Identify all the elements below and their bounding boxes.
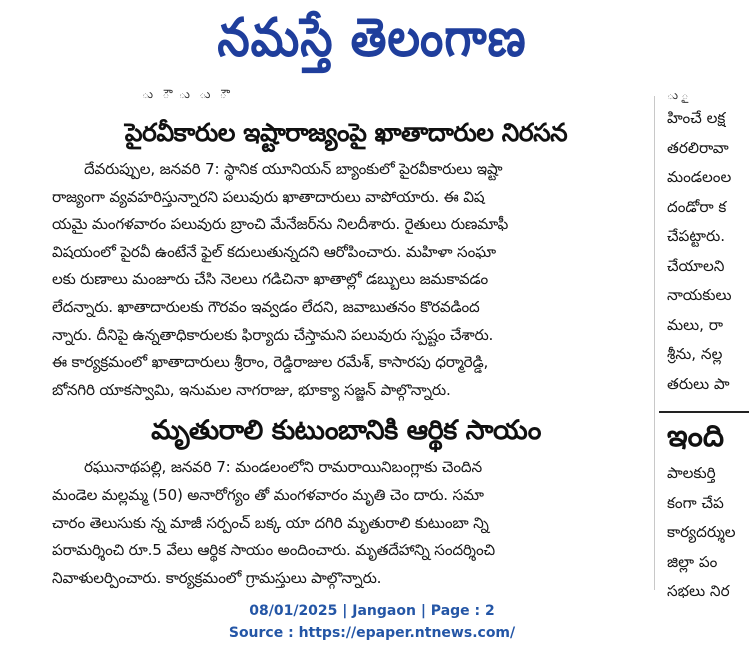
article-line: నాయకులు bbox=[667, 286, 732, 304]
article-line: రఘునాథపల్లి, జనవరి 7: మండలంలోని రామరాయినిబంగ్లాకు చెందిన bbox=[84, 458, 482, 477]
column-divider bbox=[654, 96, 655, 590]
article-line: శ్రీను, నల్ల bbox=[667, 345, 723, 363]
article-line: ఈ కార్యక్రమంలో ఖాతాదారులు శ్రీరాం, రెడ్డిరాజుల రమేశ్, కాసారపు ధర్మారెడ్డి, bbox=[52, 353, 489, 372]
article-line: చేపట్టారు. bbox=[667, 227, 726, 245]
article-headline: పైరవీకారుల ఇష్టారాజ్యంపై ఖాతాదారుల నిరసన bbox=[124, 118, 568, 147]
section-divider bbox=[659, 411, 749, 413]
article-headline: ఇంది bbox=[667, 419, 725, 454]
date-edition-line: 08/01/2025 | Jangaon | Page : 2 bbox=[249, 603, 495, 619]
article-line: దేవరుప్పుల, జనవరి 7: స్థానిక యూనియన్ బ్యాంకులో పైరవీకారులు ఇష్టా bbox=[84, 160, 503, 178]
article-line: మలు, రా bbox=[667, 315, 723, 334]
article-line: మండలంల bbox=[667, 168, 732, 186]
article-line: కార్యదర్శుల bbox=[667, 523, 736, 541]
article-line: దండోరా క bbox=[667, 197, 727, 216]
article-column-main bbox=[52, 87, 640, 590]
article-line: చారం తెలుసుకు న్న మాజీ సర్పంచ్ బక్క యా దగిరి మృతురాలి కుటుంబా న్ని bbox=[52, 513, 489, 532]
clipped-text-fragment: ు ౖ bbox=[667, 88, 689, 102]
article-body bbox=[52, 156, 640, 404]
article-line: బోనగిరి యాకస్వామి, ఇనుమల నాగరాజు, భూక్యా సజ్జన్ పాల్గొన్నారు. bbox=[52, 380, 451, 399]
clipped-text-fragment: ు ౌ ు ు ౌ bbox=[142, 87, 233, 101]
article-column-adjacent bbox=[667, 88, 744, 600]
article-line: జిల్లా పం bbox=[667, 552, 718, 571]
article-line: యమై మంగళవారం పలువురు బ్రాంచి మేనేజర్‌ను నిలదీశారు. రైతులు రుణమాఫీ bbox=[52, 215, 509, 234]
masthead bbox=[0, 0, 744, 88]
article-line: లకు రుణాలు మంజూరు చేసి నెలలు గడిచినా ఖాతాల్లో డబ్బులు జమకావడం bbox=[52, 270, 489, 289]
article-line: విషయంలో పైరవీ ఉంటేనే ఫైల్ కదులుతున్నదని ఆరోపించారు. మహిళా సంఘా bbox=[52, 242, 496, 261]
article-line: తరులు పా bbox=[667, 374, 730, 393]
article-line: తరలిరావా bbox=[667, 138, 729, 157]
article-line: సభలు నిర bbox=[667, 582, 730, 600]
article-financial-aid bbox=[52, 414, 640, 592]
article-line: లేదన్నారు. ఖాతాదారులకు గౌరవం ఇవ్వడం లేదని, జవాబుతనం కొరవడింద bbox=[52, 297, 480, 316]
article-line: మండెల మల్లమ్మ (50) అనారోగ్యం తో మంగళవారం మృతి చెం దారు. సమా bbox=[52, 485, 484, 504]
source-line: Source : https://epaper.ntnews.com/ bbox=[228, 625, 516, 641]
article-line: చేయాలని bbox=[667, 256, 725, 275]
source-footer bbox=[0, 600, 744, 644]
article-line: నివాళులర్పించారు. కార్యక్రమంలో గ్రామస్తులు పాల్గొన్నారు. bbox=[52, 568, 382, 587]
article-headline: మృతురాలి కుటుంబానికి ఆర్థిక సాయం bbox=[151, 415, 541, 447]
article-line: న్నారు. దీనిపై ఉన్నతాధికారులకు ఫిర్యాదు చేస్తామని పలువురు స్పష్టం చేశారు. bbox=[52, 325, 494, 344]
article-bank-protest bbox=[52, 116, 640, 404]
article-line: పరామర్శించి రూ.5 వేలు ఆర్థిక సాయం అందించారు. మృతదేహాన్ని సందర్శించి bbox=[52, 541, 495, 560]
article-line: పాలకుర్తి bbox=[667, 464, 716, 482]
newspaper-logo: నమస్తే తెలంగాణ bbox=[217, 6, 527, 69]
article-body bbox=[52, 454, 640, 592]
article-line: కంగా చేప bbox=[667, 493, 724, 512]
article-line: హించే లక్ష bbox=[667, 109, 726, 127]
article-line: రాజ్యంగా వ్యవహరిస్తున్నారని పలువురు ఖాతాదారులు వాపోయారు. ఈ విష bbox=[52, 187, 485, 206]
